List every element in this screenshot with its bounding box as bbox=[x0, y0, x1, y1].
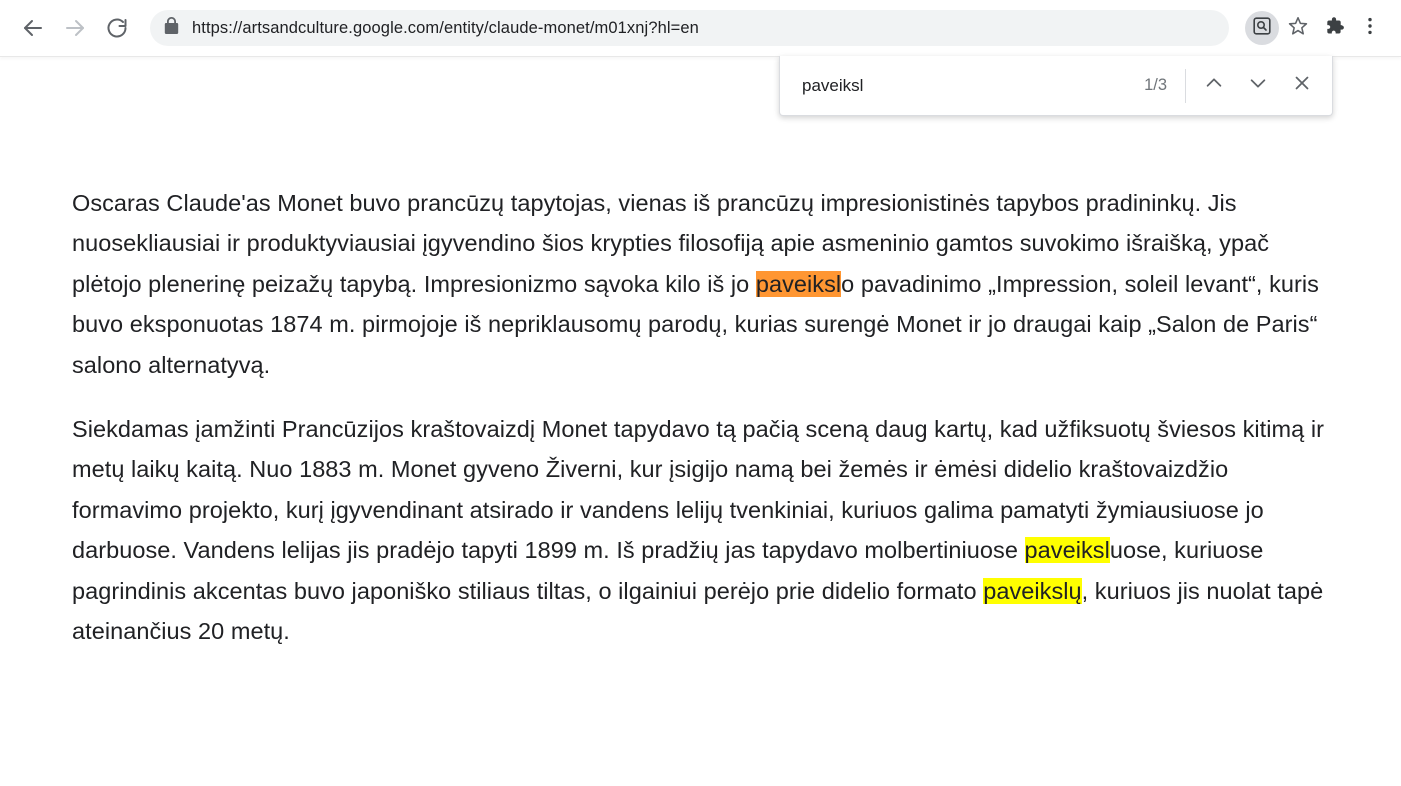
arrow-right-icon bbox=[63, 16, 87, 40]
find-input-wrapper[interactable] bbox=[802, 76, 1144, 96]
find-bar-divider bbox=[1185, 69, 1186, 103]
paragraph1-part2: o pavadinimo „Impression, soleil levant“, kuris buvo eksponuotas 1874 m. pirmojoje iš nepriklausomų parodų, kurias surengė Monet ir jo draugai kaip „Salon de Paris“ salono alternatyvą. bbox=[72, 270, 1319, 378]
three-dots-menu-icon bbox=[1359, 15, 1381, 42]
find-in-page-button[interactable] bbox=[1245, 11, 1279, 45]
extensions-button[interactable] bbox=[1317, 11, 1351, 45]
address-bar[interactable] bbox=[150, 10, 1229, 46]
reload-button[interactable] bbox=[98, 9, 136, 47]
find-bar bbox=[779, 56, 1333, 116]
star-icon bbox=[1287, 15, 1309, 42]
find-close-button[interactable] bbox=[1280, 64, 1324, 108]
paragraph2-part2: uose, kuriuose pagrindinis akcentas buvo japoniško stiliaus tiltas, o ilgainiui perėjo prie didelio formato bbox=[72, 537, 1264, 604]
back-button[interactable] bbox=[14, 9, 52, 47]
paragraph2-part3: , kuriuos jis nuolat tapė ateinančius 20 metų. bbox=[72, 577, 1324, 644]
paragraph2-part1: Siekdamas įamžinti Prancūzijos kraštovaizdį Monet tapydavo tą pačią sceną daug kartų, kad užfiksuotų šviesos kitimą ir metų laikų kaitą. Nuo 1883 m. Monet gyveno Živerni, kur įsigijo namą bei žemės ir ėmėsi didelio kraštovaizdžio formavimo projekto, kurį įgyvendinant atsirado ir vandens lelijų tvenkiniai, kuriuos galima pamatyti žymiausiuose jo darbuose. Vandens lelijas jis pradėjo tapyti 1899 m. Iš pradžių jas tapydavo molbertiniuose bbox=[72, 415, 1324, 563]
browser-menu-button[interactable] bbox=[1353, 11, 1387, 45]
lock-icon bbox=[164, 17, 179, 40]
chevron-down-icon bbox=[1247, 72, 1269, 99]
search-match: paveiksl bbox=[1024, 537, 1110, 563]
paragraph-biography-intro bbox=[72, 183, 1331, 386]
find-in-page-icon bbox=[1252, 16, 1272, 41]
extensions-puzzle-icon bbox=[1323, 15, 1345, 42]
page-content bbox=[0, 57, 1401, 652]
browser-toolbar bbox=[0, 0, 1401, 56]
close-x-icon bbox=[1291, 72, 1313, 99]
find-next-button[interactable] bbox=[1236, 64, 1280, 108]
find-input[interactable] bbox=[802, 76, 1144, 96]
url-text: https://artsandculture.google.com/entity/claude-monet/m01xnj?hl=en bbox=[192, 18, 699, 37]
paragraph1-part1: Oscaras Claude'as Monet buvo prancūzų tapytojas, vienas iš prancūzų impresionistinės tapybos pradininkų. Jis nuosekliausiai ir produktyviausiai įgyvendino šios krypties filosofiją apie asmeninio gamtos suvokimo išraišką, ypač plėtojo plenerinę peizažų tapybą. Impresionizmo sąvoka kilo iš jo bbox=[72, 189, 1270, 297]
find-match-count: 1/3 bbox=[1144, 76, 1167, 94]
find-previous-button[interactable] bbox=[1192, 64, 1236, 108]
chevron-up-icon bbox=[1203, 72, 1225, 99]
forward-button[interactable] bbox=[56, 9, 94, 47]
arrow-left-icon bbox=[21, 16, 45, 40]
bookmark-button[interactable] bbox=[1281, 11, 1315, 45]
search-match: paveikslų bbox=[983, 577, 1082, 604]
paragraph-landscape-works bbox=[72, 409, 1331, 652]
omnibox-actions bbox=[1245, 11, 1387, 45]
reload-icon bbox=[105, 16, 129, 40]
search-match-active: paveiksl bbox=[755, 270, 842, 297]
